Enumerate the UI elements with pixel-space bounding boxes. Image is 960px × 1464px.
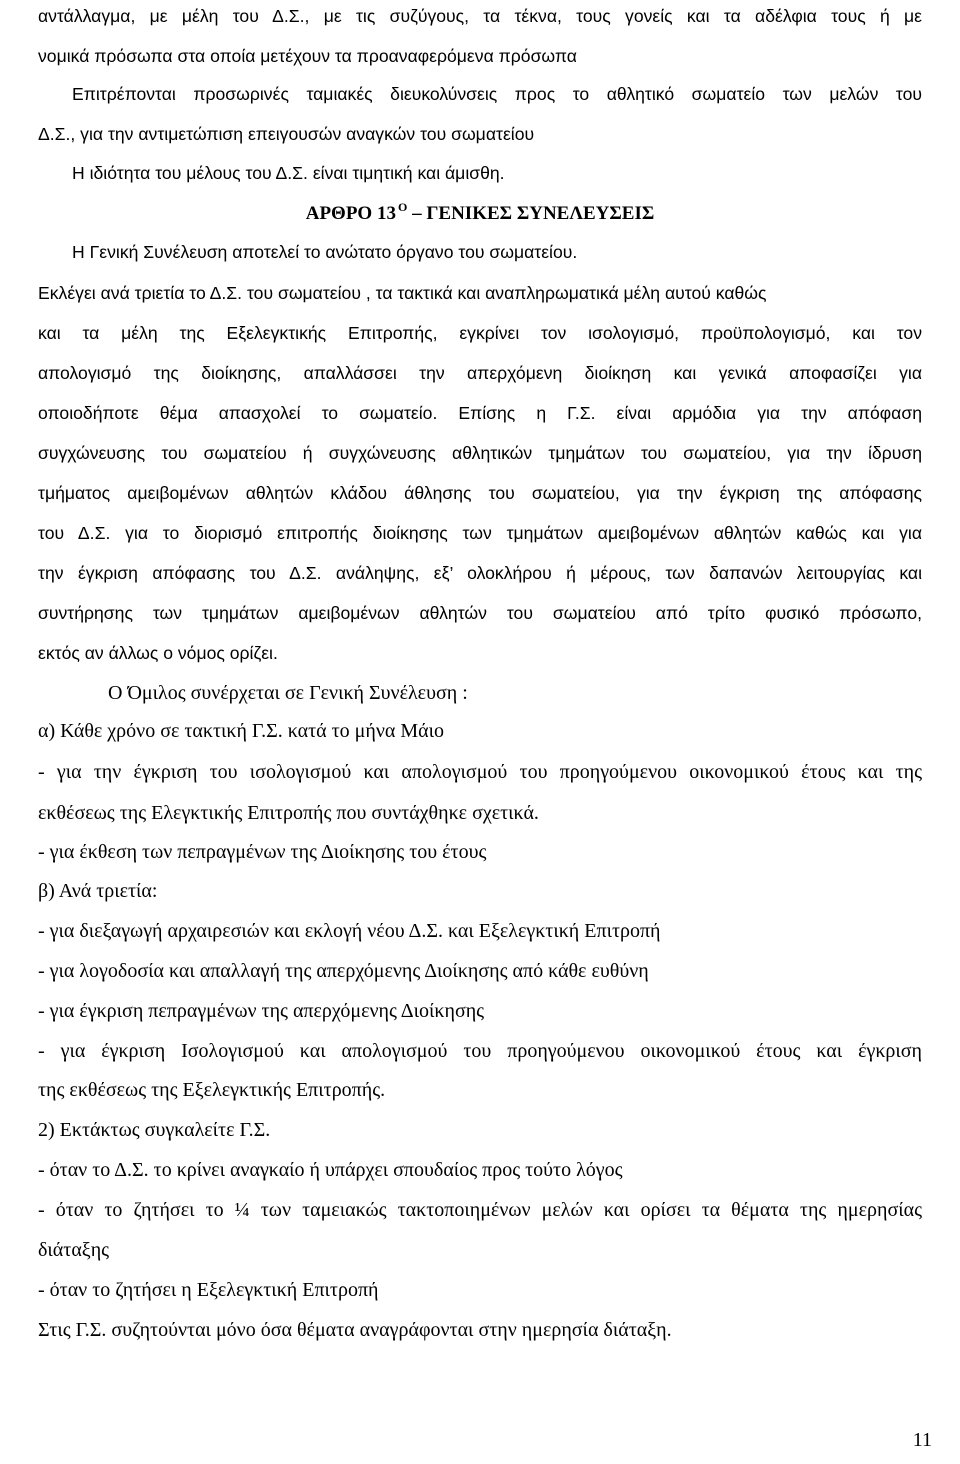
body-line: συντήρησης των τμημάτων αμειβομένων αθλητών του σωματείου από τρίτο φυσικό πρόσωπο, — [38, 603, 922, 623]
body-line: εκτός αν άλλως ο νόμος ορίζει. — [38, 643, 278, 663]
body-line: 2) Εκτάκτως συγκαλείτε Γ.Σ. — [38, 1119, 271, 1141]
body-line: αντάλλαγμα, με μέλη του Δ.Σ., με τις συζύγους, τα τέκνα, τους γονείς και τα αδέλφια τους ή με — [38, 6, 922, 26]
body-line: - για έγκριση πεπραγμένων της απερχόμενης Διοίκησης — [38, 1000, 485, 1022]
body-line: τμήματος αμειβομένων αθλητών κλάδου άθλησης του σωματείου, για την έγκριση της απόφασης — [38, 483, 922, 503]
body-line: της εκθέσεως της Εξελεγκτικής Επιτροπής. — [38, 1079, 386, 1101]
article-heading-ordinal: Ο — [397, 200, 408, 214]
body-line: Η ιδιότητα του μέλους του Δ.Σ. είναι τιμητική και άμισθη. — [72, 163, 505, 183]
body-line: - όταν το ζητήσει η Εξελεγκτική Επιτροπή — [38, 1279, 379, 1301]
body-line: απολογισμό της διοίκησης, απαλλάσσει την απερχόμενη διοίκηση και γενικά αποφασίζει για — [38, 363, 922, 383]
body-line: του Δ.Σ. για το διορισμό επιτροπής διοίκησης των τμημάτων αμειβομένων αθλητών καθώς και για — [38, 523, 922, 543]
article-heading-title: – ΓΕΝΙΚΕΣ ΣΥΝΕΛΕΥΣΕΙΣ — [412, 203, 655, 224]
body-line: - για έγκριση Ισολογισμού και απολογισμού του προηγούμενου οικονομικού έτους και έγκριση — [38, 1040, 922, 1062]
body-line: α) Κάθε χρόνο σε τακτική Γ.Σ. κατά το μήνα Μάιο — [38, 720, 445, 742]
body-line: - για την έγκριση του ισολογισμού και απολογισμού του προηγούμενου οικονομικού έτους και της — [38, 761, 922, 783]
body-line: Στις Γ.Σ. συζητούνται μόνο όσα θέματα αναγράφονται στην ημερησία διάταξη. — [38, 1319, 672, 1341]
body-line: - για λογοδοσία και απαλλαγή της απερχόμενης Διοίκησης από κάθε ευθύνη — [38, 960, 649, 982]
article-heading-prefix: ΑΡΘΡΟ 13 — [305, 203, 396, 224]
article-heading — [0, 202, 960, 227]
body-line: - όταν το ζητήσει το ¼ των ταμειακώς τακτοποιημένων μελών και ορίσει τα θέματα της ημερησίας — [38, 1199, 922, 1221]
body-line: την έγκριση απόφασης του Δ.Σ. ανάληψης, εξ’ ολοκλήρου ή μέρους, των δαπανών λειτουργίας και — [38, 563, 922, 583]
body-line: - για έκθεση των πεπραγμένων της Διοίκησης του έτους — [38, 841, 487, 863]
body-line: διάταξης — [38, 1239, 110, 1261]
body-line: Η Γενική Συνέλευση αποτελεί το ανώτατο όργανο του σωματείου. — [72, 242, 578, 262]
body-line: - όταν το Δ.Σ. το κρίνει αναγκαίο ή υπάρχει σπουδαίος προς τούτο λόγος — [38, 1159, 623, 1181]
page-number: 11 — [912, 1429, 932, 1451]
body-line: και τα μέλη της Εξελεγκτικής Επιτροπής, εγκρίνει τον ισολογισμό, προϋπολογισμό, και τον — [38, 323, 922, 343]
body-line: Δ.Σ., για την αντιμετώπιση επειγουσών αναγκών του σωματείου — [38, 124, 535, 144]
body-line: Ο Όμιλος συνέρχεται σε Γενική Συνέλευση : — [108, 682, 468, 704]
body-line: οποιοδήποτε θέμα απασχολεί το σωματείο. Επίσης η Γ.Σ. είναι αρμόδια για την απόφαση — [38, 403, 922, 423]
body-line: β) Ανά τριετία: — [38, 880, 158, 902]
body-line: νομικά πρόσωπα στα οποία μετέχουν τα προαναφερόμενα πρόσωπα — [38, 46, 577, 66]
body-line: - για διεξαγωγή αρχαιρεσιών και εκλογή νέου Δ.Σ. και Εξελεγκτική Επιτροπή — [38, 920, 661, 942]
body-line: Επιτρέπονται προσωρινές ταμιακές διευκολύνσεις προς το αθλητικό σωματείο των μελών του — [72, 84, 922, 104]
body-line: Εκλέγει ανά τριετία το Δ.Σ. του σωματείου , τα τακτικά και αναπληρωματικά μέλη αυτού καθώς — [38, 283, 767, 303]
body-line: συγχώνευσης του σωματείου ή συγχώνευσης αθλητικών τμημάτων του σωματείου, για την ίδρυση — [38, 443, 922, 463]
body-line: εκθέσεως της Ελεγκτικής Επιτροπής που συντάχθηκε σχετικά. — [38, 802, 539, 824]
